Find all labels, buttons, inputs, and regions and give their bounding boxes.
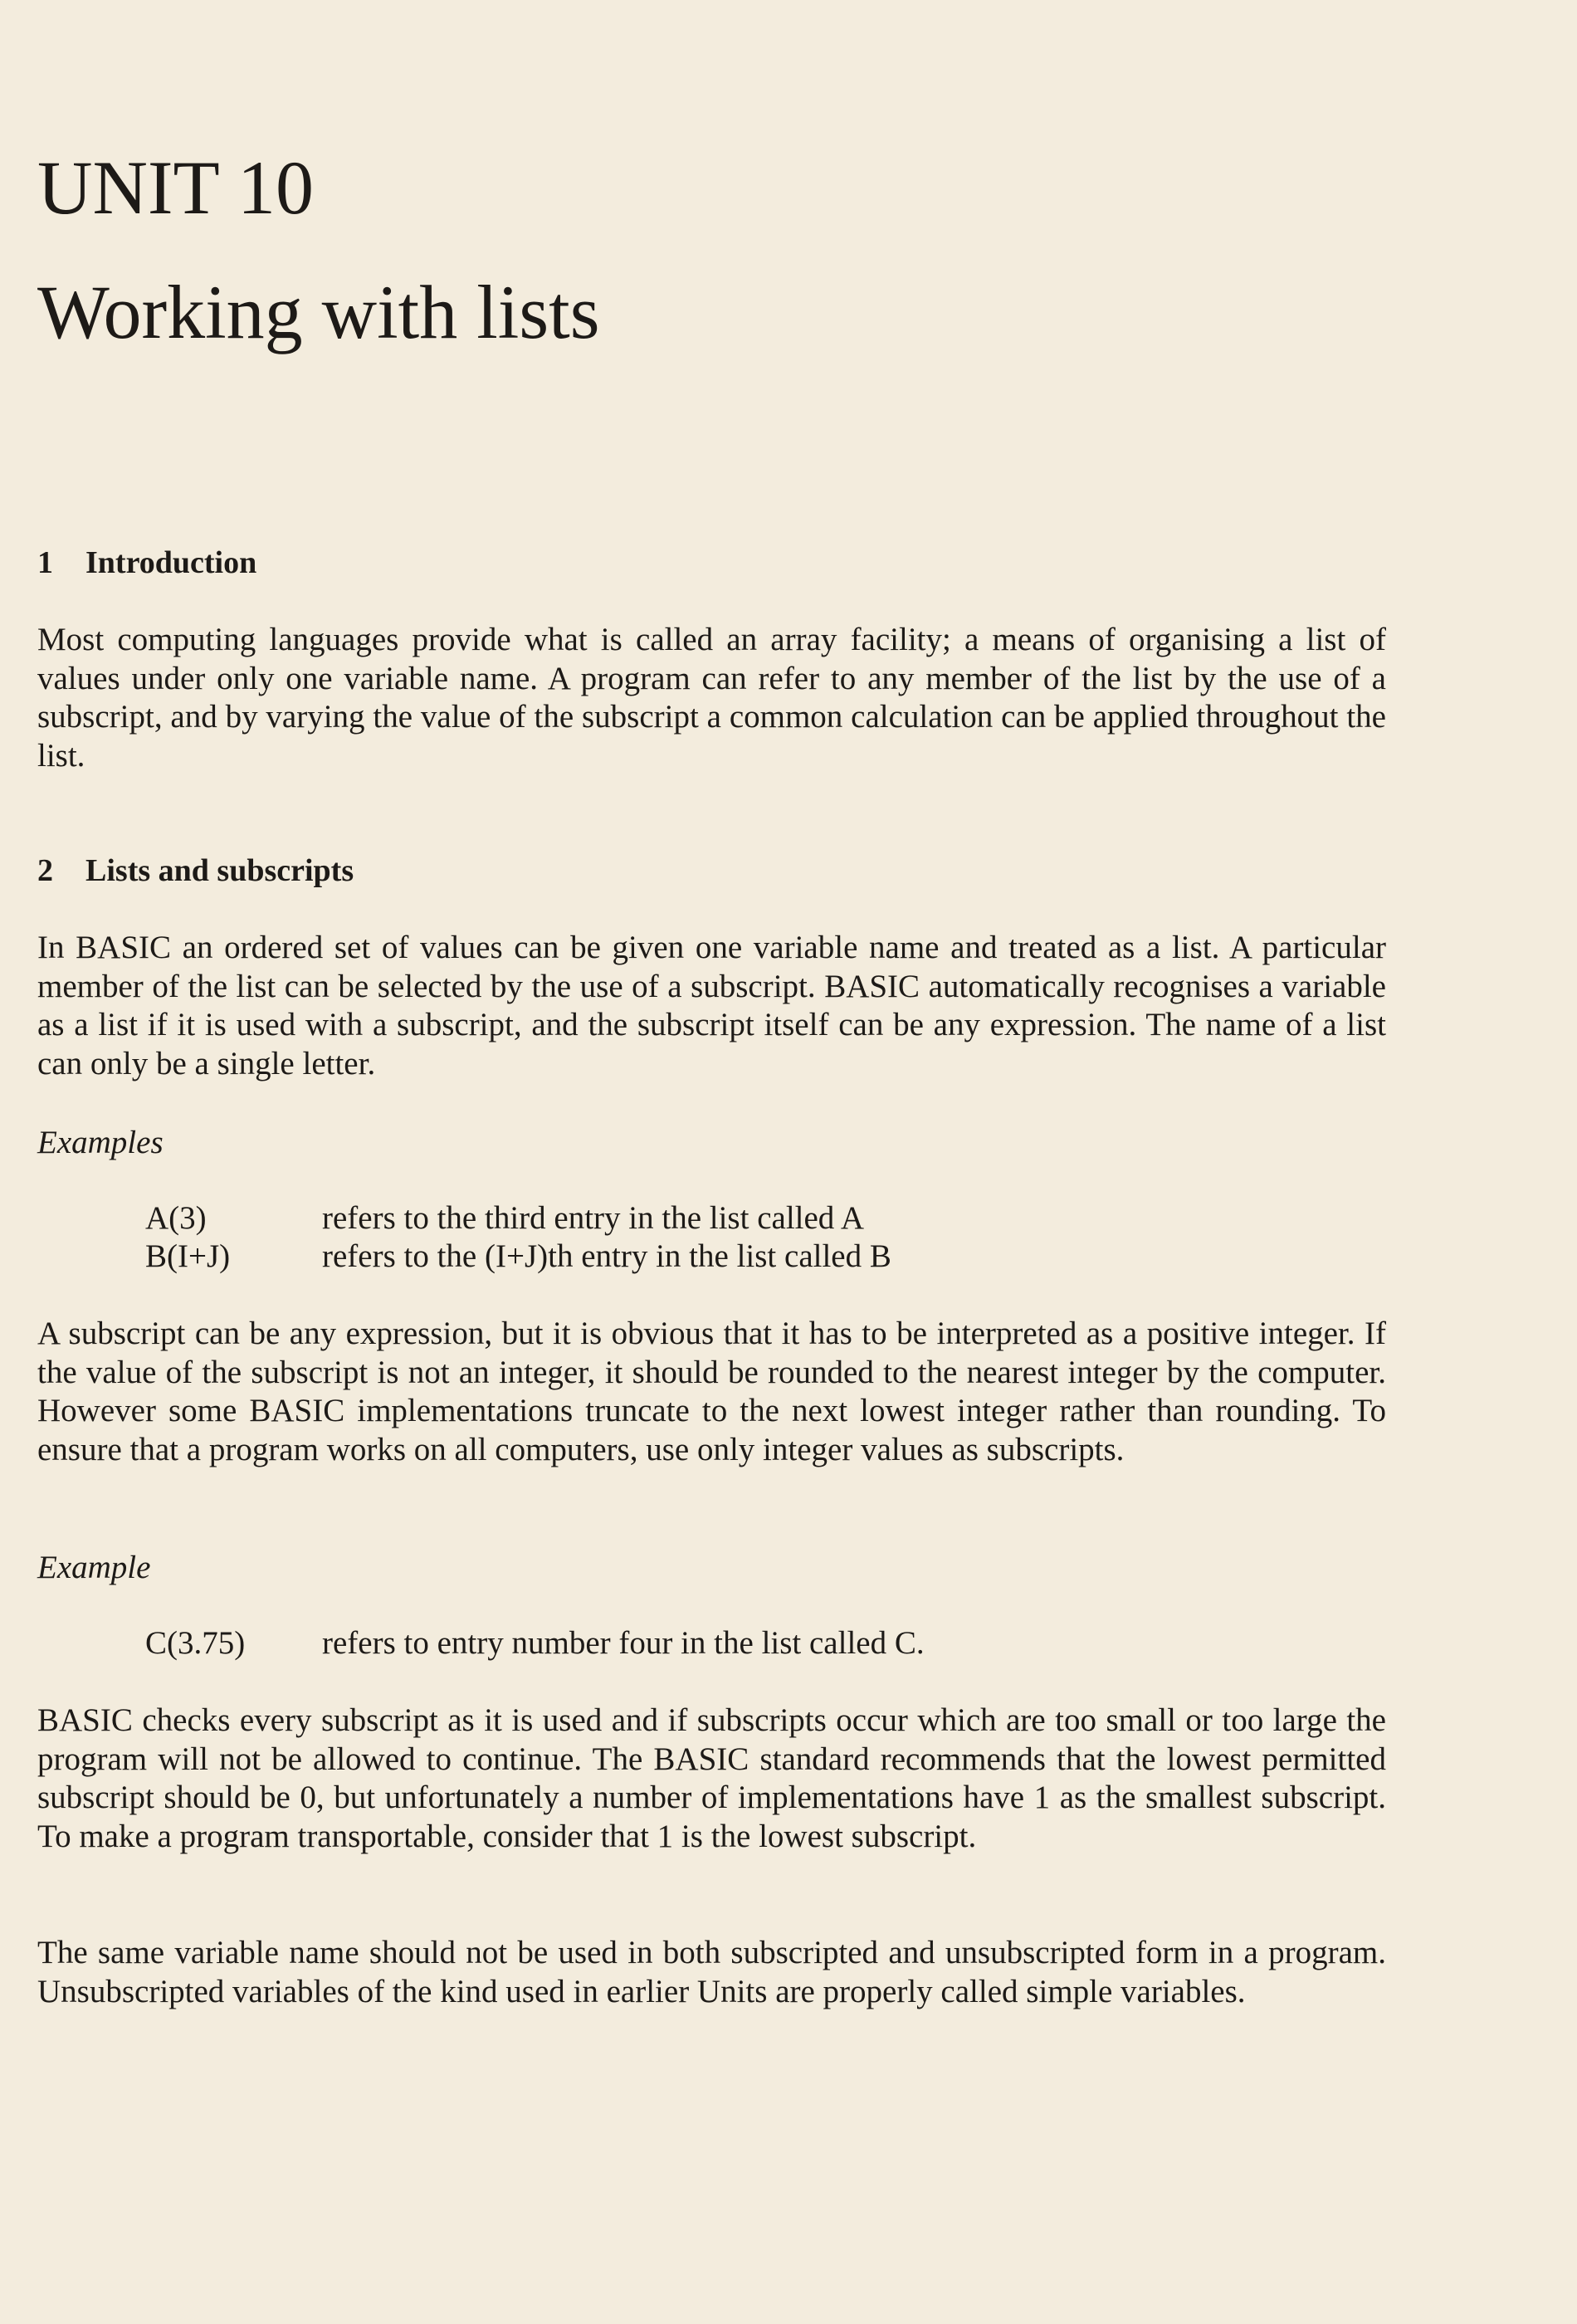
example-expression: B(I+J)	[145, 1238, 231, 1274]
lists-paragraph-1: In BASIC an ordered set of values can be given one variable name and treated as a list. A particular member of the list can be selected by the use of a subscript. BASIC automatically recognises a variable as a list if it is used with a subscript, and the subscript itself can be any expression. The name of a list can only be a single letter.	[37, 930, 1386, 1081]
lists-paragraph-4: The same variable name should not be used in both subscripted and unsubscripted form in a program. Unsubscripted variables of the kind used in earlier Units are properly called simple variables.	[37, 1935, 1386, 2009]
section-heading-introduction	[37, 547, 256, 579]
example-description: refers to the (I+J)th entry in the list called B	[322, 1238, 891, 1274]
section-title: Lists and subscripts	[85, 853, 354, 888]
example-row	[145, 1199, 864, 1238]
document-page	[37, 0, 1386, 2324]
unit-title: Working with lists	[37, 270, 600, 354]
section-title: Introduction	[85, 545, 257, 580]
example-expression: A(3)	[145, 1200, 207, 1236]
lists-paragraph-2: A subscript can be any expression, but it is obvious that it has to be interpreted as a positive integer. If the value of the subscript is not an integer, it should be rounded to the nearest integer by the computer. However some BASIC implementations truncate to the next lowest integer rather than rounding. To ensure that a program works on all computers, use only integer values as subscripts.	[37, 1316, 1386, 1467]
introduction-paragraph: Most computing languages provide what is called an array facility; a means of organising a list of values under only one variable name. A program can refer to any member of the list by the use of a subscript, and by varying the value of the subscript a common calculation can be applied throughout the list.	[37, 622, 1386, 774]
example-row	[145, 1238, 891, 1277]
examples-label: Examples	[37, 1125, 164, 1160]
example-expression: C(3.75)	[145, 1625, 246, 1661]
example-description: refers to entry number four in the list called C.	[322, 1625, 925, 1661]
section-number: 2	[37, 853, 53, 888]
section-heading-lists-and-subscripts	[37, 855, 354, 886]
example-row	[145, 1624, 925, 1663]
example-description: refers to the third entry in the list called A	[322, 1200, 865, 1236]
unit-number: UNIT 10	[37, 145, 315, 230]
example-label: Example	[37, 1550, 151, 1585]
section-number: 1	[37, 545, 53, 580]
lists-paragraph-3: BASIC checks every subscript as it is used and if subscripts occur which are too small or too large the program will not be allowed to continue. The BASIC standard recommends that the lowest permitted subscript should be 0, but unfortunately a number of implementations have 1 as the smallest subscript. To make a program transportable, consider that 1 is the lowest subscript.	[37, 1702, 1386, 1854]
